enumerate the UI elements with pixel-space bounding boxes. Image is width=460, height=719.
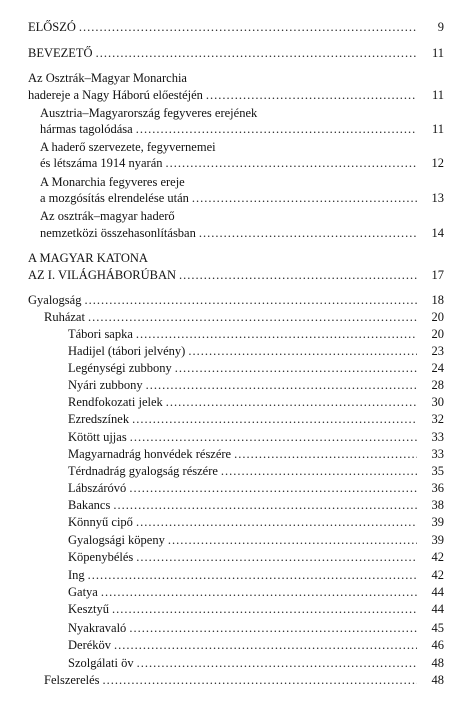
dot-leader [136, 327, 417, 342]
toc-line [28, 293, 420, 308]
dot-leader [132, 412, 417, 427]
toc-page-number: 24 [431, 361, 444, 375]
toc-entry-hadijel[interactable] [0, 344, 460, 359]
toc-entry-terdnadrag[interactable] [0, 464, 460, 479]
toc-page-number: 12 [431, 156, 444, 170]
toc-page-number: 36 [431, 481, 444, 495]
toc-entry-kopenybeles[interactable] [0, 550, 460, 565]
toc-page-number: 33 [431, 430, 444, 444]
toc-line [68, 550, 420, 565]
toc-title: hármas tagolódása [40, 122, 133, 136]
toc-page-number: 9 [437, 20, 444, 34]
toc-entry-konnyu-cipo[interactable] [0, 515, 460, 530]
dot-leader [137, 656, 417, 671]
dot-leader [88, 310, 417, 325]
toc-entry-labszarovo[interactable] [0, 481, 460, 496]
toc-page-number: 11 [431, 46, 444, 60]
toc-title: Szolgálati öv [68, 656, 134, 670]
toc-title: Térdnadrág gyalogság részére [68, 464, 218, 478]
dot-leader [206, 88, 417, 103]
toc-line [68, 481, 420, 496]
toc-title: AZ I. VILÁGHÁBORÚBAN [28, 268, 177, 282]
dot-leader [199, 226, 417, 241]
toc-page-number: 13 [431, 191, 444, 205]
toc-line [68, 378, 420, 393]
dot-leader [101, 585, 417, 600]
toc-page-number: 30 [431, 395, 444, 409]
toc-title: Ing [68, 568, 85, 582]
toc-entry-harmas-tagolodasa[interactable] [0, 122, 460, 137]
toc-line [44, 673, 420, 688]
dot-leader [130, 430, 417, 445]
toc-title: BEVEZETŐ [28, 46, 93, 60]
toc-page-number: 44 [431, 602, 444, 616]
dot-leader [221, 464, 417, 479]
toc-line [40, 226, 420, 241]
toc-page-number: 46 [431, 638, 444, 652]
toc-title: Gatya [68, 585, 98, 599]
toc-title: Nyári zubbony [68, 378, 143, 392]
dot-leader [136, 515, 417, 530]
toc-title: hadereje a Nagy Háború előestéjén [28, 88, 203, 102]
toc-page-number: 42 [431, 568, 444, 582]
toc-entry-legenysegi-zubbony[interactable] [0, 361, 460, 376]
toc-line [68, 395, 420, 410]
toc-page-number: 39 [431, 515, 444, 529]
toc-entry-haderő-szervezete[interactable] [0, 156, 460, 171]
toc-line [28, 268, 420, 283]
toc-title-line: A MAGYAR KATONA [28, 251, 148, 265]
toc-entry-eloszo[interactable] [0, 20, 460, 35]
dot-leader [136, 550, 417, 565]
toc-title: Rendfokozati jelek [68, 395, 163, 409]
toc-entry-kotott-ujjas[interactable] [0, 430, 460, 445]
toc-line [68, 327, 420, 342]
dot-leader [103, 673, 417, 688]
toc-title: Magyarnadrág honvédek részére [68, 447, 232, 461]
toc-title: Ruházat [44, 310, 85, 324]
toc-entry-bevezeto[interactable] [0, 46, 460, 61]
toc-page-number: 38 [431, 498, 444, 512]
toc-entry-felszereles[interactable] [0, 673, 460, 688]
toc-page-number: 35 [431, 464, 444, 478]
toc-line [40, 156, 420, 171]
toc-line [68, 621, 420, 636]
toc-title-line: Az osztrák–magyar haderő [40, 209, 175, 223]
toc-entry-monarchia-hadereje[interactable] [0, 88, 460, 103]
toc-line [68, 568, 420, 583]
toc-title: Gyalogság [28, 293, 82, 307]
toc-line [68, 361, 420, 376]
toc-page-number: 32 [431, 412, 444, 426]
toc-title: Ezredszínek [68, 412, 130, 426]
toc-title: Gyalogsági köpeny [68, 533, 165, 547]
toc-entry-tabori-sapka[interactable] [0, 327, 460, 342]
dot-leader [114, 638, 417, 653]
dot-leader [88, 568, 417, 583]
toc-page-number: 11 [431, 122, 444, 136]
toc-title: Legénységi zubbony [68, 361, 172, 375]
toc-title: a mozgósítás elrendelése után [40, 191, 189, 205]
toc-line [68, 447, 420, 462]
toc-line [28, 20, 420, 35]
dot-leader [112, 602, 417, 617]
toc-entry-szolgalati-ov[interactable] [0, 656, 460, 671]
toc-page-number: 20 [431, 310, 444, 324]
dot-leader [234, 447, 417, 462]
toc-entry-magyarnadrag[interactable] [0, 447, 460, 462]
toc-title: Könnyű cipő [68, 515, 133, 529]
toc-entry-ezredszinek[interactable] [0, 412, 460, 427]
toc-line [68, 533, 420, 548]
toc-line [68, 515, 420, 530]
toc-line [28, 88, 420, 103]
toc-line [68, 464, 420, 479]
toc-page-number: 23 [431, 344, 444, 358]
toc-title-line: A Monarchia fegyveres ereje [40, 175, 185, 189]
toc-page-number: 48 [431, 656, 444, 670]
toc-line [40, 122, 420, 137]
toc-title: Deréköv [68, 638, 112, 652]
toc-line [68, 412, 420, 427]
dot-leader [96, 46, 417, 61]
toc-title: Köpenybélés [68, 550, 134, 564]
toc-entry-gyalogsagi-kopeny[interactable] [0, 533, 460, 548]
toc-entry-nyakravalo[interactable] [0, 621, 460, 636]
dot-leader [179, 268, 417, 283]
toc-page-number: 39 [431, 533, 444, 547]
dot-leader [79, 20, 417, 35]
dot-leader [175, 361, 417, 376]
toc-entry-gatya[interactable] [0, 585, 460, 600]
toc-entry-mozgositas[interactable] [0, 191, 460, 206]
toc-title-line: Az Osztrák–Magyar Monarchia [28, 71, 187, 85]
toc-title: Bakancs [68, 498, 111, 512]
dot-leader [113, 498, 417, 513]
dot-leader [129, 621, 417, 636]
toc-title: Kötött ujjas [68, 430, 127, 444]
toc-line [68, 585, 420, 600]
toc-page-number: 14 [431, 226, 444, 240]
toc-line [44, 310, 420, 325]
toc-title: Nyakravaló [68, 621, 127, 635]
toc-entry-bakancs[interactable] [0, 498, 460, 513]
toc-entry-magyar-katona[interactable] [0, 268, 460, 283]
dot-leader [146, 378, 417, 393]
toc-title: Hadijel (tábori jelvény) [68, 344, 186, 358]
toc-page-number: 18 [431, 293, 444, 307]
toc-line [68, 498, 420, 513]
toc-entry-gyalogsag[interactable] [0, 293, 460, 308]
toc-page-number: 44 [431, 585, 444, 599]
toc-title-line: A haderő szervezete, fegyvernemei [40, 140, 216, 154]
toc-page-number: 33 [431, 447, 444, 461]
dot-leader [188, 344, 417, 359]
toc-entry-osszehasonlitas[interactable] [0, 226, 460, 241]
toc-title: és létszáma 1914 nyarán [40, 156, 163, 170]
toc-line [68, 602, 420, 617]
toc-title: nemzetközi összehasonlításban [40, 226, 196, 240]
toc-page-number: 17 [431, 268, 444, 282]
toc-line [68, 344, 420, 359]
dot-leader [168, 533, 417, 548]
toc-page-number: 28 [431, 378, 444, 392]
toc-entry-kesztyu[interactable] [0, 602, 460, 617]
toc-line [68, 656, 420, 671]
toc-entry-rendfokozati-jelek[interactable] [0, 395, 460, 410]
toc-title: Lábszáróvó [68, 481, 127, 495]
toc-title-line: Ausztria–Magyarország fegyveres erejének [40, 106, 258, 120]
toc-entry-ruhazat[interactable] [0, 310, 460, 325]
toc-title: Kesztyű [68, 602, 109, 616]
toc-title: Tábori sapka [68, 327, 133, 341]
toc-page-number: 11 [431, 88, 444, 102]
dot-leader [166, 395, 417, 410]
toc-page-number: 20 [431, 327, 444, 341]
toc-entry-ing[interactable] [0, 568, 460, 583]
toc-line [28, 46, 420, 61]
dot-leader [84, 293, 417, 308]
dot-leader [192, 191, 417, 206]
toc-entry-nyari-zubbony[interactable] [0, 378, 460, 393]
dot-leader [166, 156, 417, 171]
toc-line [68, 638, 420, 653]
toc-title: ELŐSZÓ [28, 20, 76, 34]
toc-entry-derekov[interactable] [0, 638, 460, 653]
dot-leader [129, 481, 417, 496]
dot-leader [136, 122, 417, 137]
toc-line [68, 430, 420, 445]
toc-page-number: 42 [431, 550, 444, 564]
toc-title: Felszerelés [44, 673, 100, 687]
toc-page-number: 48 [431, 673, 444, 687]
toc-page-number: 45 [431, 621, 444, 635]
toc-line [40, 191, 420, 206]
